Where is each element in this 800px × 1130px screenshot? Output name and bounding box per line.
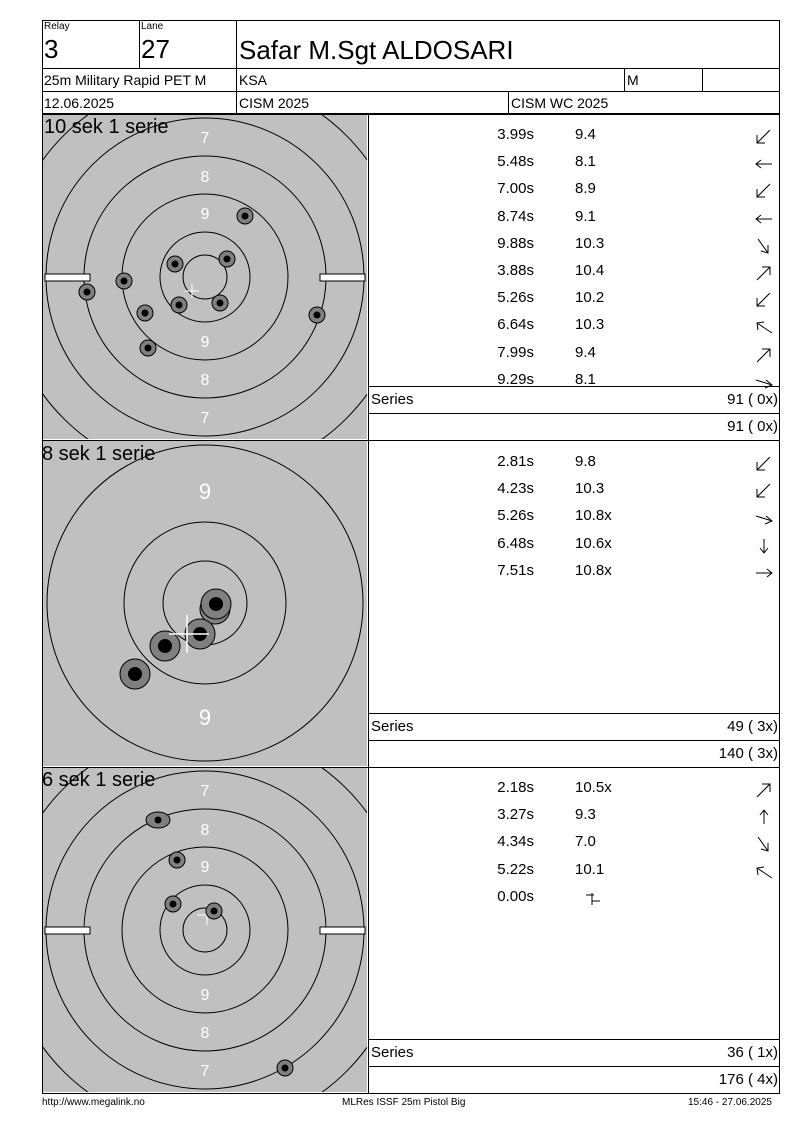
direction-arrow-icon [752,454,776,474]
direction-arrow-icon [752,807,776,827]
shot-hole [309,307,325,323]
shot-score: 8.9 [575,180,596,197]
target-stage-1 [43,115,367,439]
series-label: Series [371,718,414,735]
shot-score: 10.2 [575,289,605,306]
shot-score: 10.3 [575,480,605,497]
shot-score: 9.8 [575,453,596,470]
direction-arrow-icon [752,154,776,174]
running-total: 91 ( 0x) [727,418,778,435]
shot-time: 5.48s [497,153,534,170]
direction-arrow-icon [752,127,776,147]
shot-score: 9.3 [575,806,596,823]
shot-hole [277,1060,293,1076]
footer-url[interactable]: http://www.megalink.no [42,1097,145,1108]
ring-label: 7 [200,130,210,147]
running-total: 176 ( 4x) [718,1071,778,1088]
shot-hole [171,297,187,313]
shot-hole [120,659,150,689]
direction-arrow-icon [752,563,776,583]
ring-label: 7 [200,410,210,427]
shot-score: 9.4 [575,344,596,361]
ring-label: 9 [198,479,212,504]
shot-time: 4.23s [497,480,534,497]
ring-label: 9 [200,859,210,876]
lane-number: 27 [141,34,170,64]
shot-time: 0.00s [497,888,534,905]
shot-score: 9.4 [575,126,596,143]
shot-hole [116,273,132,289]
direction-arrow-icon [752,236,776,256]
athlete-name: Safar M.Sgt ALDOSARI [239,35,514,65]
target-stage-3 [43,768,367,1092]
direction-arrow-icon [752,372,776,392]
shot-score: 9.1 [575,208,596,225]
direction-arrow-icon [752,481,776,501]
shot-time: 5.26s [497,289,534,306]
direction-arrow-icon [752,290,776,310]
shot-time: 4.34s [497,833,534,850]
ring-label: 9 [200,334,210,351]
direction-arrow-icon [752,508,776,528]
shot-score: 10.5x [575,779,612,796]
shot-score: 10.8x [575,562,612,579]
series-label: Series [371,1044,414,1061]
event-name: 25m Military Rapid PET M [44,72,207,88]
shot-time: 3.99s [497,126,534,143]
shot-hole [219,251,235,267]
shot-time: 6.48s [497,535,534,552]
shot-hole [167,256,183,272]
shot-time: 9.88s [497,235,534,252]
shot-hole [150,631,180,661]
nation: KSA [239,72,268,88]
shot-time: 3.27s [497,806,534,823]
shot-time: 6.64s [497,316,534,333]
direction-arrow-icon [752,209,776,229]
match-name: CISM WC 2025 [511,95,609,111]
direction-arrow-icon [752,263,776,283]
shot-hole [165,896,181,912]
ring-label: 8 [200,822,210,839]
target-face-2 [43,441,367,766]
ring-label: 7 [200,1063,210,1080]
shot-time: 9.29s [497,371,534,388]
target-face-1 [43,115,367,439]
shot-time: 7.99s [497,344,534,361]
target-stage-2 [43,441,367,766]
shot-time: 2.18s [497,779,534,796]
shot-score: 10.1 [575,861,605,878]
relay-label: Relay [44,21,70,32]
gender: M [627,72,639,88]
shot-time: 2.81s [497,453,534,470]
shot-score: 10.8x [575,507,612,524]
ring-label: 9 [200,206,210,223]
shot-time: 7.00s [497,180,534,197]
running-total: 140 ( 3x) [718,745,778,762]
shot-hole [201,589,231,619]
relay-number: 3 [44,34,59,64]
shot-score: 8.1 [575,153,596,170]
direction-arrow-icon [752,181,776,201]
ring-label: 8 [200,1025,210,1042]
shot-hole [237,208,253,224]
shot-hole [169,852,185,868]
shot-hole [146,812,170,828]
ring-label: 8 [200,372,210,389]
ring-label: 9 [198,705,212,730]
lane-label: Lane [141,21,164,32]
shot-hole [137,305,153,321]
shot-score: 7.0 [575,833,596,850]
shot-time: 5.22s [497,861,534,878]
direction-arrow-icon [582,889,606,909]
series-label: Series [371,391,414,408]
shot-score: 10.3 [575,316,605,333]
shot-hole [206,903,222,919]
competition: CISM 2025 [239,95,310,111]
shot-hole [79,284,95,300]
shot-time: 8.74s [497,208,534,225]
series-total: 36 ( 1x) [727,1044,778,1061]
ring-label: 8 [200,169,210,186]
shot-hole [140,340,156,356]
footer-software: MLRes ISSF 25m Pistol Big [342,1097,466,1108]
shot-time: 7.51s [497,562,534,579]
shot-score: 8.1 [575,371,596,388]
direction-arrow-icon [752,780,776,800]
shot-time: 3.88s [497,262,534,279]
stage-title-3: 6 sek 1 serie [42,769,156,791]
shot-score: 10.4 [575,262,605,279]
target-face-3 [43,768,367,1092]
stage-title-2: 8 sek 1 serie [42,443,156,465]
direction-arrow-icon [752,317,776,337]
ring-label: 9 [200,987,210,1004]
shot-time: 5.26s [497,507,534,524]
footer-timestamp: 15:46 - 27.06.2025 [688,1097,772,1108]
date: 12.06.2025 [44,95,115,111]
shot-hole [212,295,228,311]
direction-arrow-icon [752,536,776,556]
series-total: 49 ( 3x) [727,718,778,735]
direction-arrow-icon [752,834,776,854]
series-total: 91 ( 0x) [727,391,778,408]
direction-arrow-icon [752,862,776,882]
direction-arrow-icon [752,345,776,365]
shot-score: 10.3 [575,235,605,252]
ring-label: 7 [200,783,210,800]
stage-title-1: 10 sek 1 serie [44,116,169,138]
shot-score: 10.6x [575,535,612,552]
